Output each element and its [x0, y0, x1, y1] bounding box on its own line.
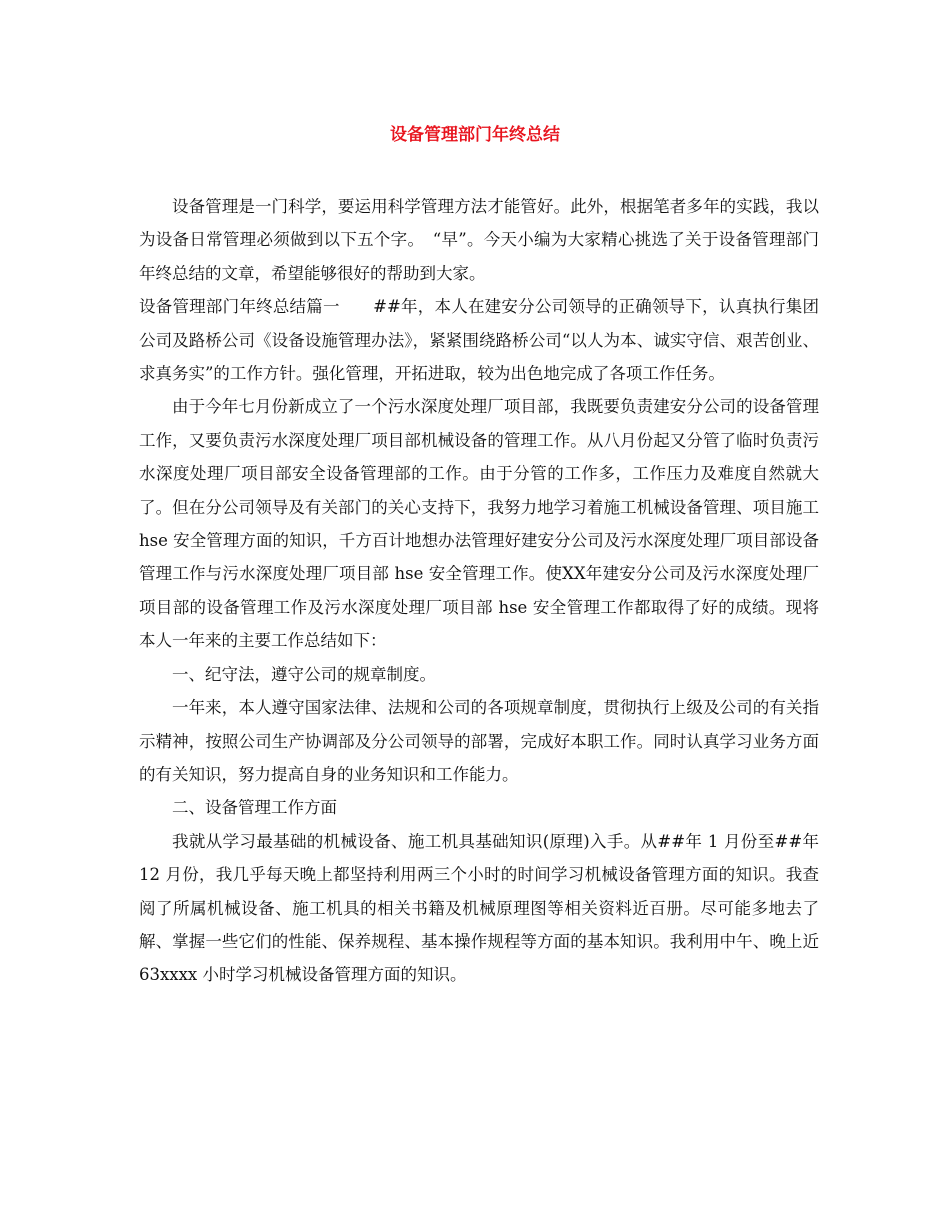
paragraph-intro: 设备管理是一门科学，要运用科学管理方法才能管好。此外，根据笔者多年的实践，我以为设备日常管理必须做到以下五个字。 “早”。今天小编为大家精心挑选了关于设备管理部门年终总结的文章，希望能够很好的帮助到大家。	[139, 197, 819, 283]
paragraph-part-one-heading: 设备管理部门年终总结篇一 ##年，本人在建安分公司领导的正确领导下，认真执行集团公司及路桥公司《设备设施管理办法》，紧紧围绕路桥公司“以人为本、诚实守信、艰苦创业、求真务实”的工作方针。强化管理，开拓进取，较为出色地完成了各项工作任务。	[139, 297, 819, 384]
section-heading-discipline: 一、纪守法，遵守公司的规章制度。	[172, 664, 436, 684]
paragraph-equipment: 我就从学习最基础的机械设备、施工机具基础知识(原理)入手。从##年 1 月份至##年 12 月份，我几乎每天晚上都坚持利用两三个小时的时间学习机械设备管理方面的知识。我查阅了所属机械设备、施工机具的相关书籍及机械原理图等相关资料近百册。尽可能多地去了解、掌握一些它们的性能、保养规程、基本操作规程等方面的基本知识。我利用中午、晚上近 63xxxx 小时学习机械设备管理方面的知识。	[139, 831, 819, 985]
document-title: 设备管理部门年终总结	[390, 125, 560, 145]
section-heading-equipment: 二、设备管理工作方面	[172, 798, 337, 818]
paragraph-discipline: 一年来，本人遵守国家法律、法规和公司的各项规章制度，贯彻执行上级及公司的有关指示精神，按照公司生产协调部及分公司领导的部署，完成好本职工作。同时认真学习业务方面的有关知识，努力提高自身的业务知识和工作能力。	[139, 698, 819, 784]
paragraph-overview: 由于今年七月份新成立了一个污水深度处理厂项目部，我既要负责建安分公司的设备管理工作，又要负责污水深度处理厂项目部机械设备的管理工作。从八月份起又分管了临时负责污水深度处理厂项目部安全设备管理部的工作。由于分管的工作多，工作压力及难度自然就大了。但在分公司领导及有关部门的关心支持下，我努力地学习着施工机械设备管理、项目施工 hse 安全管理方面的知识，千方百计地想办法管理好建安分公司及污水深度处理厂项目部设备管理工作与污水深度处理厂项目部 hse 安全管理工作。使XX年建安分公司及污水深度处理厂项目部的设备管理工作及污水深度处理厂项目部 hse 安全管理工作都取得了好的成绩。现将本人一年来的主要工作总结如下：	[139, 397, 819, 651]
document-body	[139, 190, 819, 992]
